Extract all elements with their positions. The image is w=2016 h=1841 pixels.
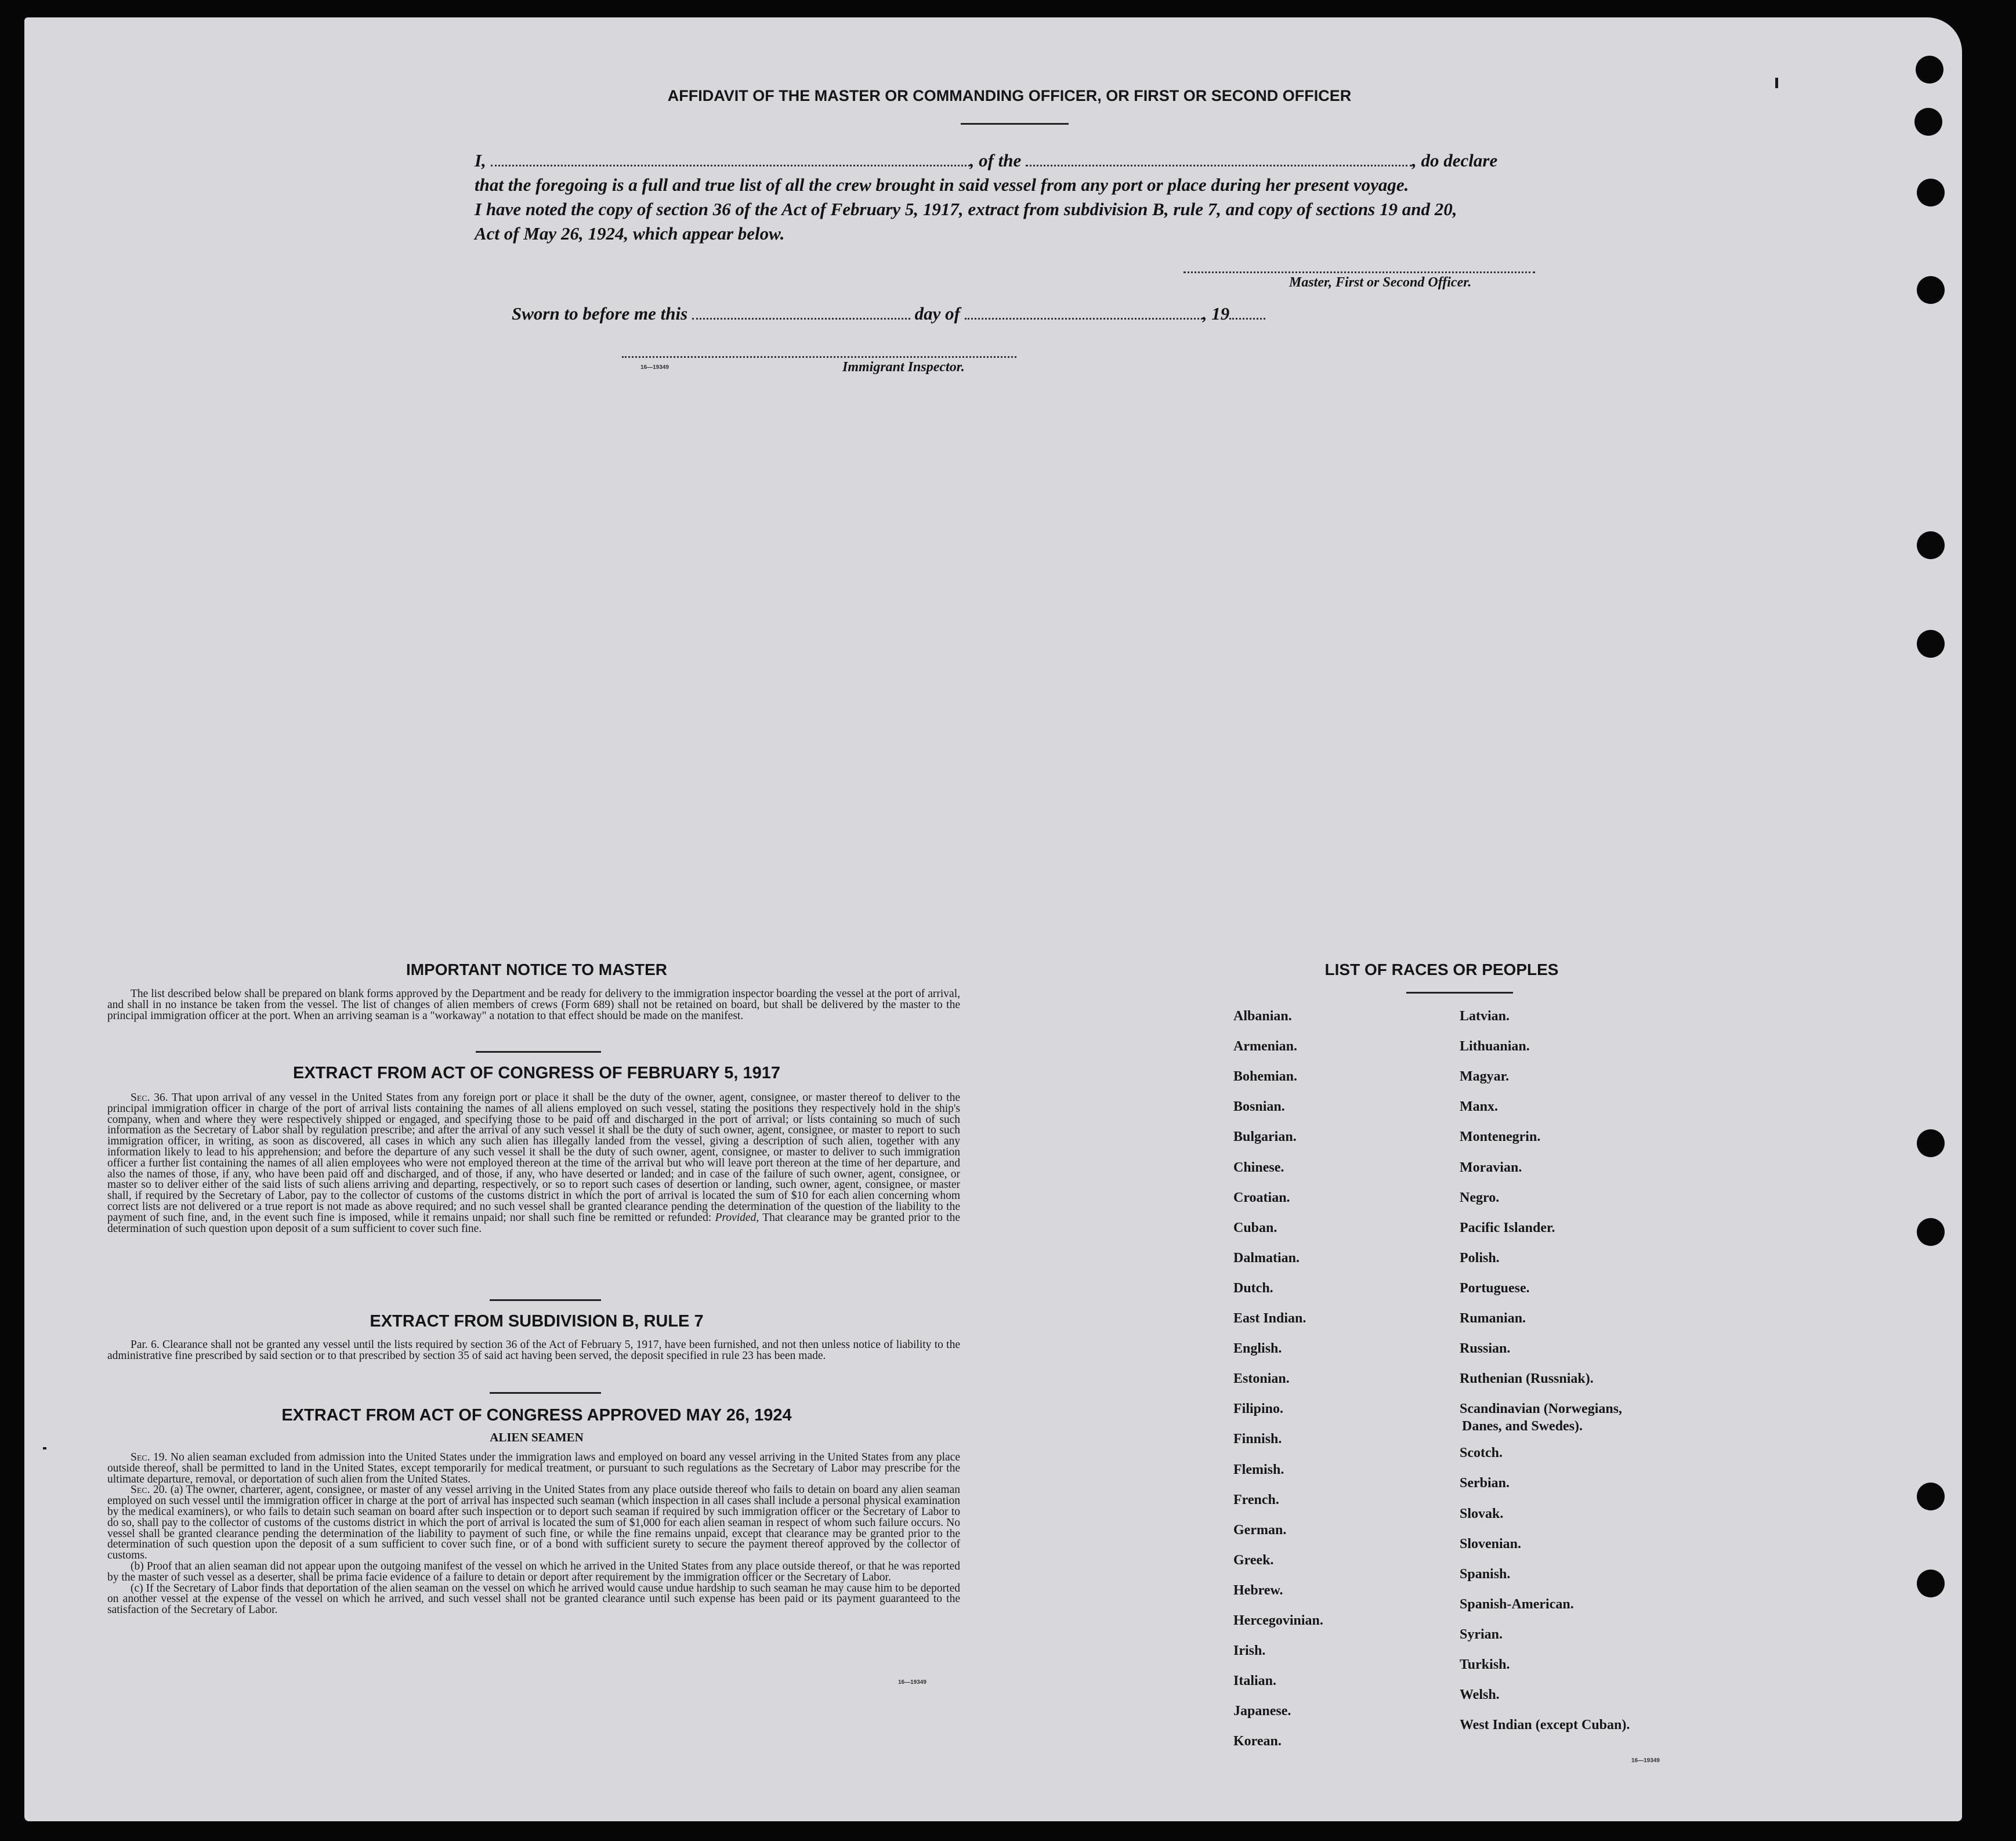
race-item: Finnish. <box>1233 1432 1282 1447</box>
races-divider <box>1406 992 1513 994</box>
section-divider <box>476 1051 601 1053</box>
sworn-year-blank[interactable] <box>1229 318 1265 320</box>
sec-20-label: Sec. 20. <box>131 1484 168 1496</box>
extract-rule7-title: EXTRACT FROM SUBDIVISION B, RULE 7 <box>370 1312 704 1331</box>
day-of-text: day of <box>914 303 960 324</box>
inspector-signature-line[interactable] <box>622 356 1016 358</box>
race-item: Serbian. <box>1460 1476 1510 1491</box>
race-item: Welsh. <box>1460 1687 1500 1703</box>
master-signature-label: Master, First or Second Officer. <box>1289 275 1472 290</box>
race-item: Flemish. <box>1233 1462 1284 1477</box>
race-item: East Indian. <box>1233 1311 1306 1326</box>
race-item: Pacific Islander. <box>1460 1220 1555 1235</box>
race-item: West Indian (except Cuban). <box>1460 1717 1630 1733</box>
sec-20a-text: (a) The owner, charterer, agent, consignee, or master of any vessel arriving in the United States from any place outside thereof who fails to detain on board any alien seaman employed on such vessel until the immigration officer in charge at the port of arrival has inspected such seaman (which inspection in all cases shall include a personal physical examination by the medical examiners), or who fails to detain such seaman on board after such inspection or to deport such seaman if required by such immigration officer or the Secretary of Labor to do so, shall pay to the collector of customs of the customs district in which the port of arrival is located the sum of $1,000 for each alien seaman in respect of whom such failure occurs. No vessel shall be granted clearance pending the determination of the liability to payment of such fine, or while the fine remains unpaid, except that clearance may be granted prior to the determination of such question upon the deposit of a sum sufficient to cover such fine, or of a bond with sufficient surety to secure the payment thereof approved by the collector of customs. <box>107 1484 960 1562</box>
race-item: Montenegrin. <box>1460 1129 1541 1145</box>
race-item: Spanish. <box>1460 1566 1511 1582</box>
race-item: Filipino. <box>1233 1401 1284 1417</box>
race-item: Rumanian. <box>1460 1311 1526 1326</box>
affidavit-line-2: that the foregoing is a full and true list of all the crew brought in said vessel from any port or place during her present voyage. <box>475 175 1409 195</box>
affidavit-of-the: , of the <box>969 150 1022 171</box>
stray-mark <box>1775 78 1778 88</box>
affidavit-line-1 <box>475 148 1497 173</box>
race-item: Ruthenian (Russniak). <box>1460 1371 1594 1387</box>
punch-hole <box>1917 1218 1945 1246</box>
section-divider <box>490 1392 601 1394</box>
race-item: Hebrew. <box>1233 1582 1283 1598</box>
race-item: Moravian. <box>1460 1159 1522 1175</box>
proviso-word: Provided, <box>715 1211 759 1224</box>
punch-hole <box>1917 1483 1945 1510</box>
form-number: 16—19349 <box>1631 1757 1660 1764</box>
section-divider <box>490 1299 601 1301</box>
affidavit-title: AFFIDAVIT OF THE MASTER OR COMMANDING OFFICER, OR FIRST OR SECOND OFFICER <box>667 87 1352 104</box>
alien-seamen-subtitle: ALIEN SEAMEN <box>490 1430 584 1444</box>
race-item: Russian. <box>1460 1341 1511 1357</box>
race-item: Estonian. <box>1233 1371 1290 1387</box>
notice-paragraph: The list described below shall be prepared on blank forms approved by the Department and be ready for delivery to the immigration inspector boarding the vessel at the port of arrival, and shall in no instance be taken from the vessel. The list of changes of alien members of crews (Form 689) shall not be retained on board, but shall be delivered by the master to the principal immigration officer at the port. When an arriving seaman is a "workaway" a notation to that effect should be made on the manifest. <box>107 988 960 1022</box>
sec-36-text: That upon arrival of any vessel in the United States from any foreign port or place it shall be the duty of the owner, agent, consignee, or master thereof to deliver to the principal immigration officer in charge of the port of arrival lists containing the names of all aliens employed on such vessel, stating the positions they respectively hold in the ship's company, when and where they were respectively shipped or engaged, and specifying those to be paid off and discharged in the port of arrival; or lists containing so much of such information as the Secretary of Labor shall by regulation prescribe; and after the arrival of any such vessel it shall be the duty of such owner, agent, consignee, or master to report to such immigration officer, in writing, as soon as discovered, all cases in which any such alien has illegally landed from the vessel, giving a description of such alien, together with any information likely to lead to his apprehension; and before the departure of any such vessel it shall be the duty of such owner, agent, consignee, or master to deliver to such immigration officer a further list containing the names of all alien employees who were not employed thereon at the time of the arrival but who will leave port thereon at the time of her departure, and also the names of those, if any, who have been paid off and discharged, and of those, if any, who have deserted or landed; and in case of the failure of such owner, agent, consignee, or master so to deliver either of the said lists of such aliens arriving and departing, respectively, or so to report such cases of desertion or landing, such owner, agent, consignee, or master shall, if required by the Secretary of Labor, pay to the collector of customs of the customs district in which the port of arrival is located the sum of $10 for each alien concerning whom correct lists are not delivered or a true report is not made as above required; and no such vessel shall be granted clearance pending the determination of the question of the liability to the payment of such fine, and, in the event such fine is imposed, while it remains unpaid; nor shall such fine be remitted or refunded: <box>107 1092 960 1224</box>
section-36-paragraph <box>107 1093 960 1234</box>
race-item: Spanish-American. <box>1460 1596 1574 1612</box>
extract-1924-title: EXTRACT FROM ACT OF CONGRESS APPROVED MAY 26, 1924 <box>281 1406 792 1425</box>
extract-1924-body <box>107 1452 960 1616</box>
punch-hole <box>1917 179 1945 206</box>
notice-body <box>107 989 960 1021</box>
section-20c-paragraph: (c) If the Secretary of Labor finds that deportation of the alien seaman on the vessel on which he arrived would cause undue hardship to such seaman he may cause him to be deported on another vessel at the expense of the vessel on which he arrived, and such vessel shall not be granted clearance until such expense has been paid or its payment guaranteed to the satisfaction of the Secretary of Labor. <box>107 1582 960 1617</box>
punch-hole <box>1917 630 1945 658</box>
inspector-signature-label: Immigrant Inspector. <box>842 360 965 375</box>
race-item: Armenian. <box>1233 1039 1297 1054</box>
sworn-month-blank[interactable] <box>965 318 1203 320</box>
sec-19-label: Sec. 19. <box>131 1451 168 1463</box>
race-item: Turkish. <box>1460 1657 1510 1672</box>
form-number: 16—19349 <box>640 364 669 371</box>
affidavit-line-4: Act of May 26, 1924, which appear below. <box>475 223 785 244</box>
name-blank[interactable] <box>491 165 970 166</box>
race-item: Korean. <box>1233 1734 1282 1749</box>
punch-hole <box>1917 1129 1945 1157</box>
race-item: English. <box>1233 1341 1282 1357</box>
proviso-text: That clearance may be granted prior to the determination of such question upon deposit of a sum sufficient to cover such fine. <box>107 1211 961 1235</box>
race-item: Cuban. <box>1233 1220 1277 1235</box>
section-20b-paragraph: (b) Proof that an alien seaman did not appear upon the outgoing manifest of the vessel on which he arrived in the United States from any place outside thereof, or that he was reported by the master of such vessel as a deserter, shall be prima facie evidence of a failure to detain or deport after requirement by the immigration officer or the Secretary of Labor. <box>107 1560 960 1583</box>
section-20a-paragraph <box>107 1485 960 1561</box>
race-item: Manx. <box>1460 1099 1498 1115</box>
affidavit-line-3: I have noted the copy of section 36 of the Act of February 5, 1917, extract from subdivision B, rule 7, and copy of sections 19 and 20, <box>475 199 1457 219</box>
race-item: Greek. <box>1233 1552 1274 1568</box>
vessel-blank[interactable] <box>1026 165 1412 166</box>
race-item: Dalmatian. <box>1233 1250 1300 1266</box>
race-item: Scotch. <box>1460 1445 1503 1461</box>
race-item: Slovak. <box>1460 1506 1504 1521</box>
extract-rule7-body <box>107 1340 960 1362</box>
title-divider <box>961 123 1069 125</box>
race-item: Chinese. <box>1233 1159 1284 1175</box>
notice-title: IMPORTANT NOTICE TO MASTER <box>406 961 668 979</box>
affidavit-i: I, <box>475 150 486 171</box>
sworn-text: Sworn to before me this <box>512 303 688 324</box>
stray-mark <box>43 1447 46 1449</box>
extract-1917-title: EXTRACT FROM ACT OF CONGRESS OF FEBRUARY 5, 1917 <box>292 1064 781 1082</box>
race-item: Magyar. <box>1460 1069 1510 1085</box>
race-item: Negro. <box>1460 1190 1500 1205</box>
race-item: Italian. <box>1233 1673 1277 1689</box>
race-item: Bulgarian. <box>1233 1129 1297 1145</box>
race-item: Slovenian. <box>1460 1536 1522 1552</box>
race-item: Syrian. <box>1460 1626 1503 1642</box>
race-item: Polish. <box>1460 1250 1500 1266</box>
punch-hole <box>1917 531 1945 559</box>
par-6-paragraph: Par. 6. Clearance shall not be granted any vessel until the lists required by section 36 of the Act of February 5, 1917, have been furnished, and not then unless notice of liability to the administrative fine prescribed by said section or to that prescribed by section 35 of said act having been served, the deposit specified in rule 23 has been made. <box>107 1339 960 1362</box>
race-item: Japanese. <box>1233 1704 1291 1719</box>
race-item: Bohemian. <box>1233 1069 1298 1085</box>
race-item: Latvian. <box>1460 1009 1510 1024</box>
punch-hole <box>1917 276 1945 304</box>
race-item: Lithuanian. <box>1460 1039 1530 1054</box>
race-item: Scandinavian (Norwegians, <box>1460 1401 1623 1417</box>
punch-hole <box>1916 56 1943 84</box>
race-item: Dutch. <box>1233 1280 1273 1296</box>
form-number: 16—19349 <box>898 1679 926 1686</box>
race-item: Bosnian. <box>1233 1099 1285 1115</box>
race-item: Portuguese. <box>1460 1280 1530 1296</box>
section-19-paragraph <box>107 1452 960 1485</box>
punch-hole <box>1917 1570 1945 1597</box>
master-signature-line[interactable] <box>1183 271 1535 273</box>
race-item: Irish. <box>1233 1643 1266 1659</box>
sec-19-text: No alien seaman excluded from admission into the United States under the immigration laws and employed on board any vessel arriving in the United States from any place outside thereof, shall be permitted to land in the United States, except temporarily for medical treatment, or pursuant to such regulations as the Secretary of Labor may prescribe for the ultimate departure, removal, or deportation of such alien from the United States. <box>107 1451 960 1485</box>
sec-36-label: Sec. 36. <box>131 1092 168 1104</box>
year-prefix: , 19 <box>1202 303 1230 324</box>
punch-hole <box>1914 108 1942 136</box>
affidavit-do-declare: , do declare <box>1412 150 1498 171</box>
extract-1917-body <box>107 1093 960 1234</box>
race-item: Croatian. <box>1233 1190 1290 1205</box>
sworn-day-blank[interactable] <box>692 318 910 320</box>
race-item: Albanian. <box>1233 1009 1292 1024</box>
race-item: Hercegovinian. <box>1233 1613 1323 1628</box>
race-item: Danes, and Swedes). <box>1462 1419 1583 1434</box>
races-title: LIST OF RACES OR PEOPLES <box>1324 961 1559 979</box>
sworn-line <box>512 302 1265 326</box>
race-item: German. <box>1233 1522 1287 1538</box>
race-item: French. <box>1233 1492 1279 1507</box>
